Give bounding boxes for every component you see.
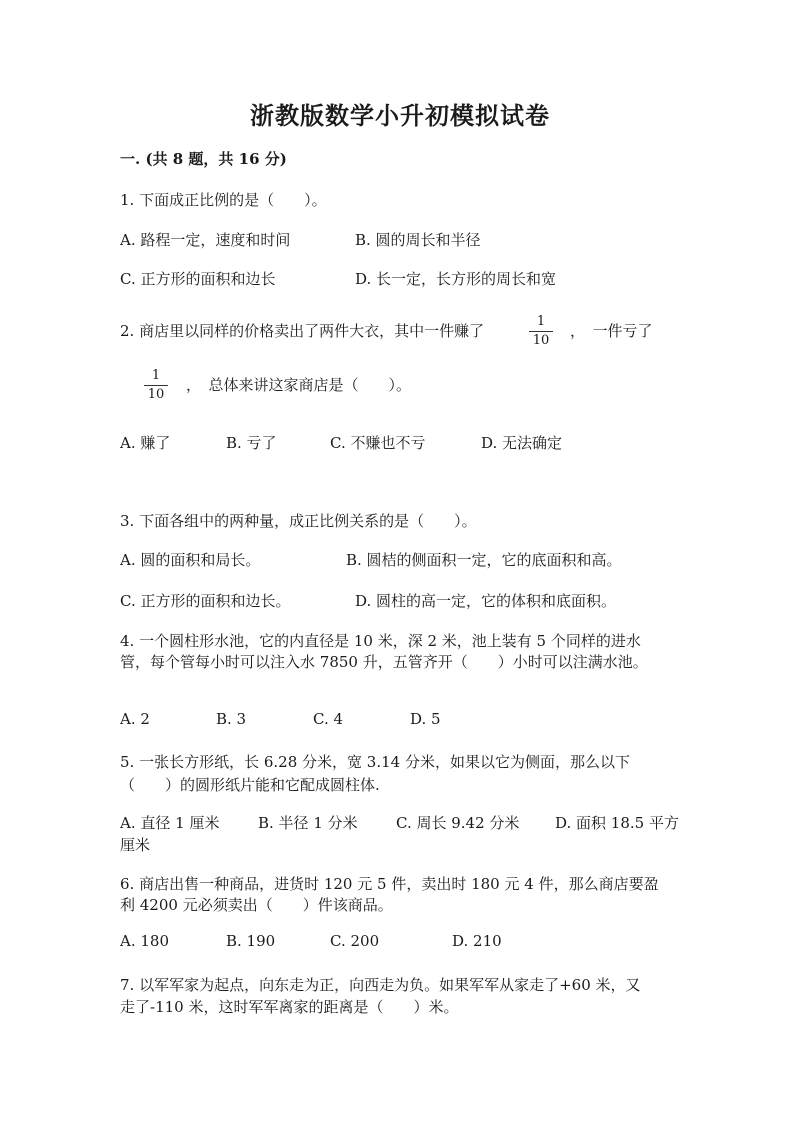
question-6-option-b: B. 190 <box>226 932 276 950</box>
question-5-option-d: D. 面积 18.5 平方 <box>555 814 679 832</box>
fraction-numerator: 1 <box>151 368 161 383</box>
page-title: 浙教版数学小升初模拟试卷 <box>250 101 550 130</box>
question-1-option-b: B. 圆的周长和半径 <box>355 231 481 249</box>
fraction-one-tenth-second <box>142 368 170 403</box>
question-2-stem-part2: ， 一件亏了 <box>570 322 653 340</box>
question-2-stem-part3: ， 总体来讲这家商店是（ ）。 <box>186 376 412 394</box>
question-6-option-d: D. 210 <box>452 932 502 950</box>
question-6-option-a: A. 180 <box>120 932 169 950</box>
fraction-one-tenth <box>527 314 555 349</box>
question-5-option-a: A. 直径 1 厘米 <box>120 814 220 832</box>
question-2-option-c: C. 不赚也不亏 <box>330 434 426 452</box>
question-2-option-b: B. 亏了 <box>226 434 277 452</box>
question-1-option-a: A. 路程一定，速度和时间 <box>120 231 291 249</box>
question-5-option-c: C. 周长 9.42 分米 <box>396 814 520 832</box>
question-3-option-c: C. 正方形的面积和边长。 <box>120 592 291 610</box>
question-1-stem: 1. 下面成正比例的是（ ）。 <box>120 191 327 209</box>
question-4-option-a: A. 2 <box>120 710 150 728</box>
question-5-stem-line1: 5. 一张长方形纸，长 6.28 分米，宽 3.14 分米，如果以它为侧面，那么以下 <box>120 753 630 771</box>
question-5-stem-line2: （ ）的圆形纸片能和它配成圆柱体. <box>120 776 380 794</box>
question-4-option-d: D. 5 <box>410 710 441 728</box>
fraction-numerator: 1 <box>536 314 546 329</box>
question-4-stem-line1: 4. 一个圆柱形水池，它的内直径是 10 米，深 2 米，池上装有 5 个同样的进水 <box>120 632 641 650</box>
question-6-option-c: C. 200 <box>330 932 380 950</box>
question-5-option-d-continued: 厘米 <box>120 836 151 854</box>
question-7-stem-line1: 7. 以军军家为起点，向东走为正，向西走为负。如果军军从家走了+60 米，又 <box>120 976 641 994</box>
question-5-option-b: B. 半径 1 分米 <box>258 814 358 832</box>
fraction-bar <box>144 385 168 386</box>
question-4-stem-line2: 管，每个管每小时可以注入水 7850 升，五管齐开（ ）小时可以注满水池。 <box>120 653 648 671</box>
question-3-stem: 3. 下面各组中的两种量，成正比例关系的是（ ）。 <box>120 512 477 530</box>
question-4-option-b: B. 3 <box>216 710 247 728</box>
fraction-denominator: 10 <box>532 333 550 348</box>
fraction-denominator: 10 <box>147 387 165 402</box>
question-6-stem-line1: 6. 商店出售一种商品，进货时 120 元 5 件，卖出时 180 元 4 件，那么商店要盈 <box>120 875 659 893</box>
question-3-option-b: B. 圆桔的侧面积一定，它的底面积和高。 <box>346 551 622 569</box>
question-6-stem-line2: 利 4200 元必须卖出（ ）件该商品。 <box>120 896 393 914</box>
question-3-option-d: D. 圆柱的高一定，它的体积和底面积。 <box>355 592 617 610</box>
question-3-option-a: A. 圆的面积和局长。 <box>120 551 261 569</box>
question-1-option-d: D. 长一定，长方形的周长和宽 <box>355 270 557 288</box>
question-7-stem-line2: 走了-110 米，这时军军离家的距离是（ ）米。 <box>120 998 459 1016</box>
fraction-bar <box>529 331 553 332</box>
section-header: 一. (共 8 题，共 16 分) <box>120 150 287 168</box>
question-2-stem-part1: 2. 商店里以同样的价格卖出了两件大衣，其中一件赚了 <box>120 322 485 340</box>
question-2-option-a: A. 赚了 <box>120 434 171 452</box>
question-1-option-c: C. 正方形的面积和边长 <box>120 270 276 288</box>
question-4-option-c: C. 4 <box>313 710 344 728</box>
question-2-option-d: D. 无法确定 <box>481 434 563 452</box>
